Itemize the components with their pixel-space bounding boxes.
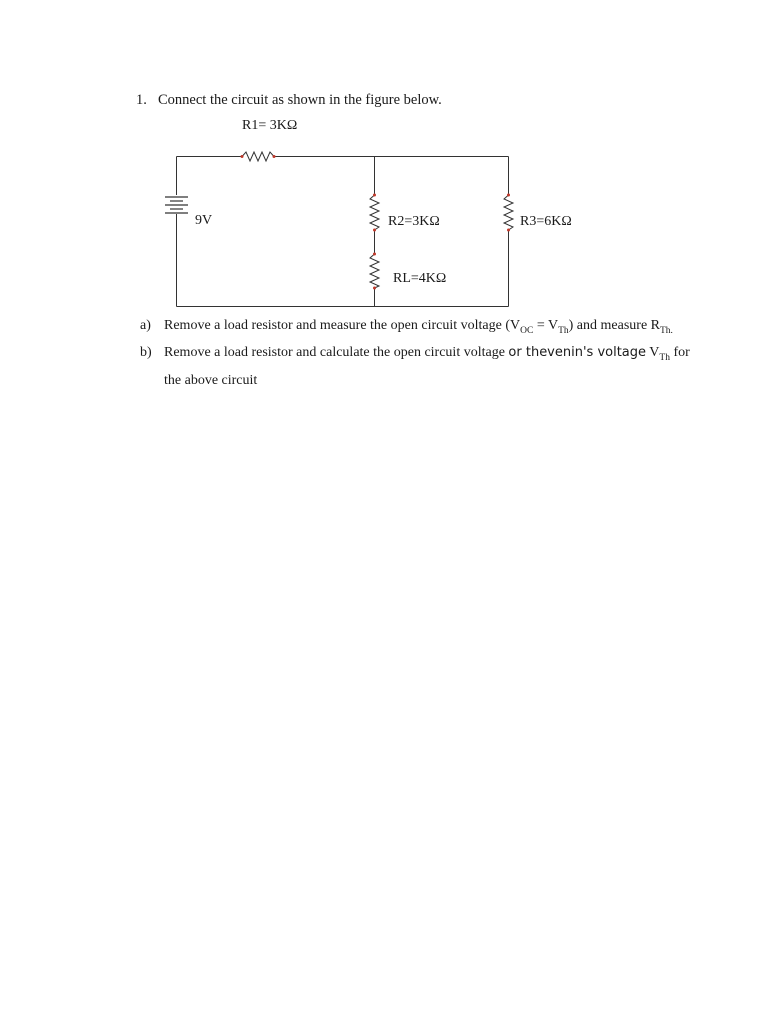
item-b-sub-th: Th [659,352,670,363]
r2-resistor [370,195,379,230]
question-text: Connect the circuit as shown in the figure below. [158,92,442,108]
item-a-sub-th2: Th. [660,325,673,336]
item-b-marker: b) [140,345,152,360]
r1-resistor [242,152,274,161]
r3-resistor [504,195,513,230]
item-a-sub-oc: OC [520,325,534,336]
item-a-sub-th: Th [558,325,569,336]
item-a [140,318,673,336]
item-b [140,345,690,363]
item-a-text-2: = V [533,318,559,333]
rl-resistor [370,254,379,288]
r1-label: R1= 3KΩ [242,118,298,133]
r2-label: R2=3KΩ [388,214,440,229]
item-b-continuation: the above circuit [164,373,258,388]
source-label: 9V [195,213,213,228]
terminal-dots [241,155,511,290]
item-a-text-3: ) and measure R [568,318,660,333]
item-b-text-2: V [646,345,660,360]
r3-label: R3=6KΩ [520,214,572,229]
item-a-marker: a) [140,318,151,333]
rl-label: RL=4KΩ [393,271,447,286]
item-b-text-3: for [669,345,690,360]
item-a-text-1: Remove a load resistor and measure the open circuit voltage (V [164,318,521,333]
item-b-text-1: Remove a load resistor and calculate the open circuit voltage [164,345,509,360]
item-b-text-alt: or thevenin's voltage [508,345,647,360]
question-number: 1. [136,92,147,108]
circuit-diagram [0,0,768,330]
battery-symbol [165,197,188,213]
